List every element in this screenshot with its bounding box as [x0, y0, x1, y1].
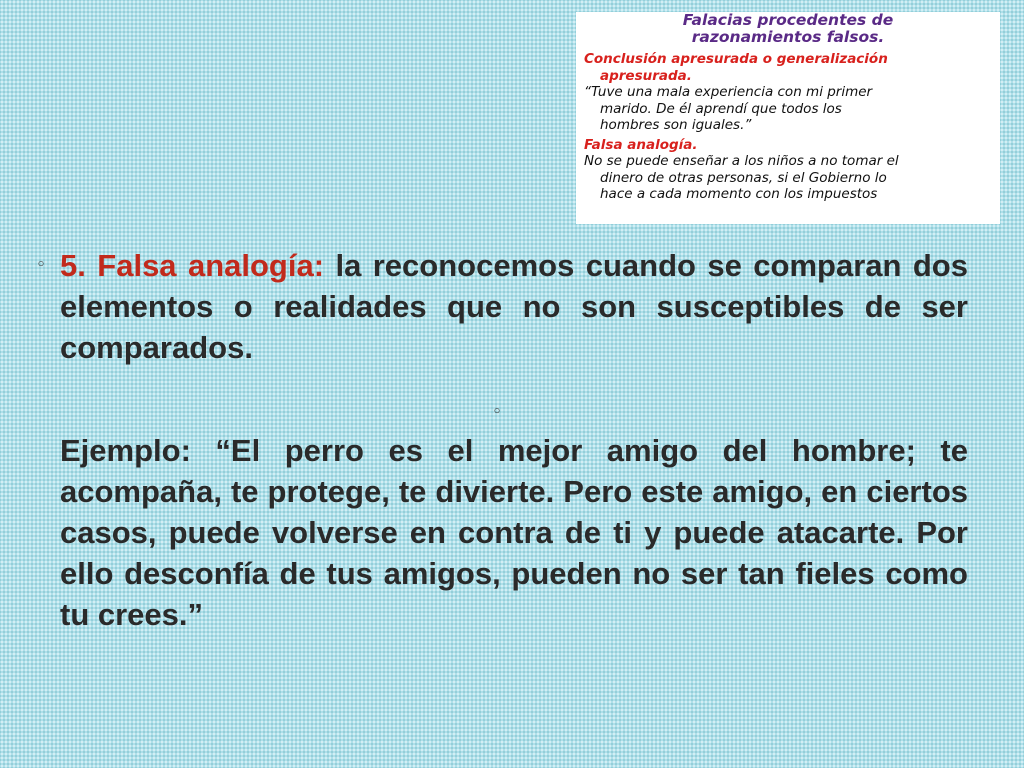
fallacy-heading: 5. Falsa analogía: — [60, 248, 325, 283]
definition-text: la reconocemos cuando se comparan dos elementos o realidades que no son susceptibles de ser comparados. — [60, 248, 968, 365]
inset-item2-text-line3: hace a cada momento con los impuestos — [600, 186, 878, 202]
inset-item1-text: “Tuve una mala experiencia con mi primer — [584, 84, 873, 100]
inset-item1-label: Conclusión apresurada o generalización — [584, 51, 888, 67]
inset-item1-text-line2: marido. De él aprendí que todos los — [600, 100, 842, 117]
inset-item1-label-line2: apresurada. — [600, 67, 692, 84]
fallacies-inset-image — [576, 12, 1000, 224]
inset-item2-text: No se puede enseñar a los niños a no tomar el — [584, 153, 899, 169]
bullet-icon: ◦ — [36, 255, 47, 275]
inset-item2-text-line2: dinero de otras personas, si el Gobierno lo — [600, 169, 887, 186]
definition-paragraph — [60, 245, 968, 368]
sub-bullet-icon: ◦ — [492, 402, 503, 422]
inset-title-line2: razonamientos falsos. — [691, 28, 885, 46]
example-paragraph: Ejemplo: “El perro es el mejor amigo del hombre; te acompaña, te protege, te divierte. Pero este amigo, en ciertos casos, puede volverse en contra de ti y puede atacarte. Por ello desconfía de tus amigos, pueden no ser tan fieles como tu crees.” — [60, 433, 968, 632]
inset-title: Falacias procedentes de — [682, 11, 894, 29]
inset-item2-label: Falsa analogía. — [584, 136, 698, 153]
inset-item1-text-line3: hombres son iguales.” — [600, 117, 752, 133]
